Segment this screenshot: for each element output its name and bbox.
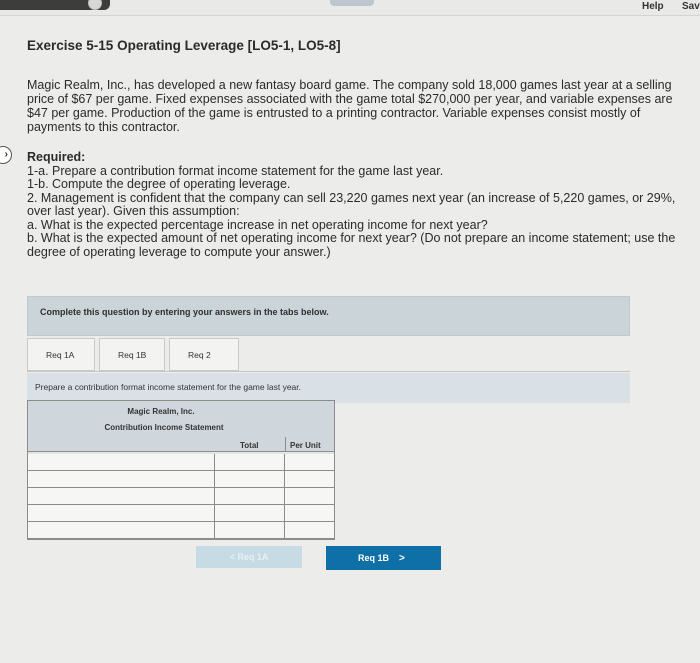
exercise-title: Exercise 5-15 Operating Leverage [LO5-1, LO5-8] <box>27 38 341 53</box>
row-total-input[interactable] <box>215 522 285 538</box>
required-heading: Required: <box>27 150 86 164</box>
required-item-2a: a. What is the expected percentage increase in net operating income for next year? <box>27 217 488 232</box>
required-item-2: 2. Management is confident that the company can sell 23,220 games next year (an increase of 5,220 games, or 29%, over last year). Given this assumption: <box>27 190 676 218</box>
tab-req-1b[interactable]: Req 1B <box>99 338 165 371</box>
row-per-unit-input[interactable] <box>285 505 334 521</box>
required-item-1b: 1-b. Compute the degree of operating leverage. <box>27 177 291 191</box>
required-marker-icon: › <box>0 146 12 164</box>
table-row <box>28 522 334 539</box>
row-per-unit-input[interactable] <box>285 471 334 487</box>
tab-req-2[interactable]: Req 2 <box>169 338 239 371</box>
table-row <box>28 488 334 505</box>
row-label-input[interactable] <box>28 505 215 521</box>
row-label-input[interactable] <box>28 522 215 538</box>
row-per-unit-input[interactable] <box>285 454 334 470</box>
row-label-input[interactable] <box>28 471 215 487</box>
save-link[interactable]: Sav <box>682 1 700 12</box>
table-row <box>28 454 334 471</box>
next-req-label: Req 1B <box>358 552 390 563</box>
prev-req-button[interactable]: < Req 1A <box>196 546 302 568</box>
instruction-bar: Complete this question by entering your answers in the tabs below. <box>27 296 630 336</box>
row-per-unit-input[interactable] <box>285 522 334 538</box>
next-req-button[interactable] <box>326 546 441 570</box>
tab-prompt: Prepare a contribution format income statement for the game last year. <box>27 373 630 403</box>
row-per-unit-input[interactable] <box>285 488 334 504</box>
column-divider <box>285 437 286 452</box>
table-row <box>28 505 334 522</box>
saved-indicator <box>330 0 374 6</box>
exercise-intro: Magic Realm, Inc., has developed a new fantasy board game. The company sold 18,000 games last year at a selling price of $67 per game. Fixed expenses associated with the game total $270,000 per year, and variable expenses are $47 per game. Production of the game is entrusted to a printing contractor. Variable expenses consist mostly of payments to this contractor. <box>27 78 673 134</box>
help-link[interactable]: Help <box>642 1 664 12</box>
required-item-1a: 1-a. Prepare a contribution format income statement for the game last year. <box>27 163 444 178</box>
statement-company: Magic Realm, Inc. <box>127 407 195 416</box>
row-label-input[interactable] <box>28 454 215 470</box>
statement-name: Contribution Income Statement <box>104 423 224 432</box>
required-item-2b: b. What is the expected amount of net operating income for next year? (Do not prepare an income statement; use the degree of operating leverage to compute your answer.) <box>27 231 676 259</box>
column-total-header: Total <box>240 441 259 450</box>
row-total-input[interactable] <box>215 488 285 504</box>
table-row <box>28 471 334 488</box>
tab-req-1a[interactable]: Req 1A <box>27 338 95 371</box>
income-statement-table <box>27 400 335 540</box>
chevron-right-icon: > <box>399 552 405 564</box>
top-bar <box>0 0 700 16</box>
required-section <box>27 151 692 259</box>
tab-divider <box>27 371 630 372</box>
row-label-input[interactable] <box>28 488 215 504</box>
statement-header <box>28 401 334 452</box>
req-tabs <box>27 338 243 371</box>
row-total-input[interactable] <box>215 505 285 521</box>
column-per-unit-header: Per Unit <box>290 441 321 450</box>
row-total-input[interactable] <box>215 471 285 487</box>
row-total-input[interactable] <box>215 454 285 470</box>
